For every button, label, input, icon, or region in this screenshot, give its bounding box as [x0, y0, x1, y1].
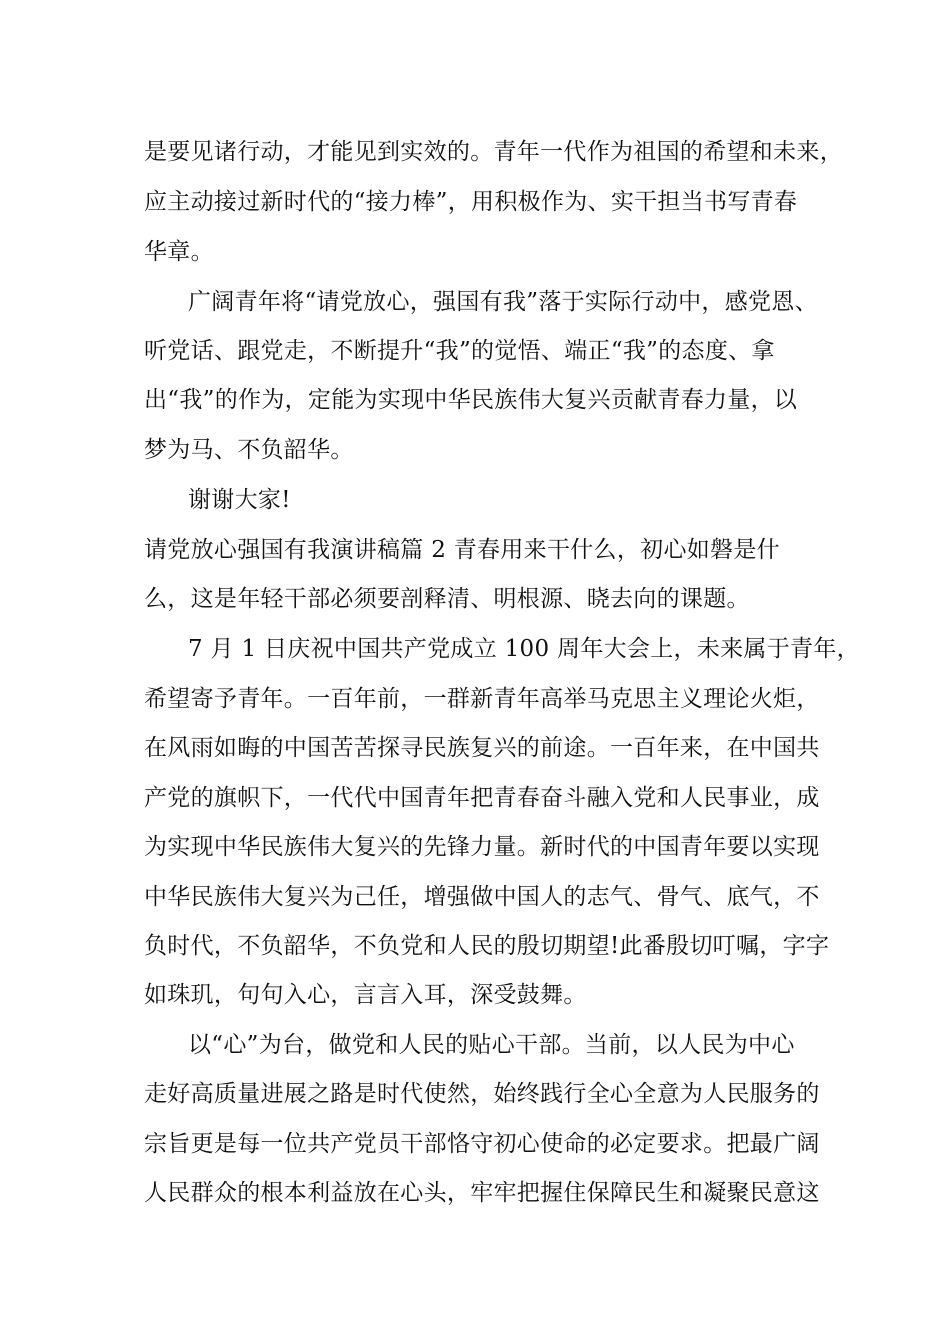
text-line: 么，这是年轻干部必须要剖释清、明根源、晓去向的课题。: [144, 586, 750, 612]
text-line: 在风雨如晦的中国苦苦探寻民族复兴的前途。一百年来，在中国共: [144, 735, 820, 761]
text-line: 希望寄予青年。一百年前，一群新青年高举马克思主义理论火炬，: [144, 686, 820, 712]
text-line: 听党话、跟党走，不断提升“我”的觉悟、端正“我”的态度、拿: [144, 338, 775, 364]
paragraph-first-line: 广阔青年将“请党放心，强国有我”落于实际行动中，感党恩、: [188, 289, 818, 315]
text-line: 是要见诸行动，才能见到实效的。青年一代作为祖国的希望和未来，: [144, 139, 843, 165]
text-line: 应主动接过新时代的“接力棒”，用积极作为、实干担当书写青春: [144, 189, 798, 215]
text-line: 宗旨更是每一位共产党员干部恪守初心使命的必定要求。把最广阔: [144, 1131, 820, 1157]
text-line: 负时代，不负韶华，不负党和人民的殷切期望!此番殷切叮嘱，字字: [144, 933, 830, 959]
paragraph-first-line: 7 月 1 日庆祝中国共产党成立 100 周年大会上，未来属于青年，: [188, 636, 860, 662]
text-line: 华章。: [144, 239, 214, 265]
text-line: 为实现中华民族伟大复兴的先锋力量。新时代的中国青年要以实现: [144, 834, 820, 860]
paragraph-first-line: 以“心”为台，做党和人民的贴心干部。当前，以人民为中心: [188, 1032, 795, 1058]
text-line: 产党的旗帜下，一代代中国青年把青春奋斗融入党和人民事业，成: [144, 785, 820, 811]
text-line: 人民群众的根本利益放在心头，牢牢把握住保障民生和凝聚民意这: [144, 1180, 820, 1206]
text-line: 出“我”的作为，定能为实现中华民族伟大复兴贡献青春力量，以: [144, 387, 798, 413]
text-line: 如珠玑，句句入心，言言入耳，深受鼓舞。: [144, 982, 587, 1008]
text-line: 梦为马、不负韶华。: [144, 437, 354, 463]
text-line: 中华民族伟大复兴为己任，增强做中国人的志气、骨气、底气，不: [144, 884, 820, 910]
closing-line: 谢谢大家!: [188, 487, 291, 513]
text-line: 走好高质量进展之路是时代使然，始终践行全心全意为人民服务的: [144, 1081, 820, 1107]
section-heading-line: 请党放心强国有我演讲稿篇 2 青春用来干什么，初心如磐是什: [144, 537, 780, 563]
